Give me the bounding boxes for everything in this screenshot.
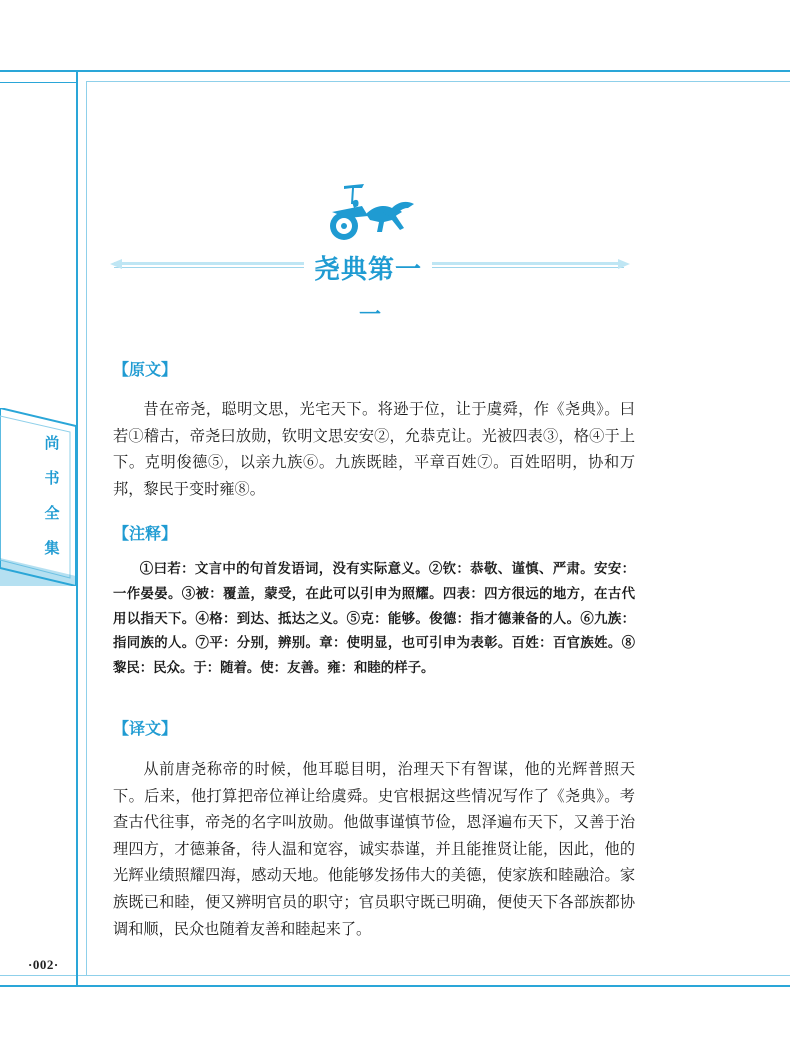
notes-heading: 【注释】	[113, 524, 178, 543]
frame-bottom-inner-line	[0, 975, 790, 976]
frame-left-line	[76, 70, 78, 987]
translation-paragraph: 从前唐尧称帝的时候，他耳聪目明，治理天下有智谋，他的光辉普照天下。后来，他打算把帝位禅让给虞舜。史官根据这些情况写作了《尧典》。考查古代往事，帝尧的名字叫放勋。他做事谨慎节俭，恩泽遍布天下，又善于治理四方，才德兼备，待人温和宽容，诚实恭谨，并且能推贤让能，因此，他的光辉业绩照耀四海，感动天地。他能够发扬伟大的美德，使家族和睦融洽。家族既已和睦，便又辨明官员的职守；官员职守既已明确，便使天下各部族都协调和顺，民众也随着友善和睦起来了。	[113, 760, 635, 938]
section-number: 一	[358, 302, 381, 328]
side-char-1: 尚	[44, 434, 60, 452]
original-paragraph: 昔在帝尧，聪明文思，光宅天下。将逊于位，让于虞舜，作《尧典》。曰若①稽古，帝尧曰放勋，钦明文思安安②，允恭克让。光被四表③，格④于上下。克明俊德⑤，以亲九族⑥。九族既睦，平章百姓⑦。百姓昭明，协和万邦，黎民于变时雍⑧。	[113, 400, 635, 498]
translation-text	[113, 756, 635, 942]
chariot-emblem-icon	[322, 182, 422, 244]
rule-end-left-icon	[110, 257, 122, 271]
title-rule-right	[432, 262, 624, 265]
side-char-2: 书	[44, 469, 60, 487]
notes-paragraph: ①曰若：文言中的句首发语词，没有实际意义。②钦：恭敬、谨慎、严肃。安安：一作晏晏。③被：覆盖，蒙受，在此可以引申为照耀。四表：四方很远的地方，在古代用以指天下。④格：到达、抵达之义。⑤克：能够。俊德：指才德兼备的人。⑥九族：指同族的人。⑦平：分别，辨别。章：使明显，也可引申为表彰。百姓：百官族姓。⑧黎民：民众。于：随着。使：友善。雍：和睦的样子。	[113, 561, 635, 677]
original-heading: 【原文】	[113, 360, 178, 379]
page-number: ·002·	[28, 957, 59, 972]
original-text	[113, 396, 635, 502]
title-rule-right-thin	[432, 267, 624, 268]
frame-left-stub-top	[0, 82, 76, 83]
frame-top-inner-line	[86, 81, 790, 82]
frame-bottom-line	[0, 985, 790, 987]
side-char-4: 集	[44, 539, 60, 557]
title-rule-left	[114, 262, 304, 265]
side-char-3: 全	[44, 504, 60, 522]
frame-top-line	[0, 70, 790, 72]
translation-heading: 【译文】	[113, 719, 178, 738]
side-tab-shape	[0, 408, 76, 586]
notes-text	[113, 557, 635, 681]
title-rule-left-thin	[114, 267, 304, 268]
rule-end-right-icon	[618, 257, 630, 271]
chapter-title: 尧典第一	[313, 255, 422, 285]
frame-left-inner-line	[86, 81, 87, 976]
